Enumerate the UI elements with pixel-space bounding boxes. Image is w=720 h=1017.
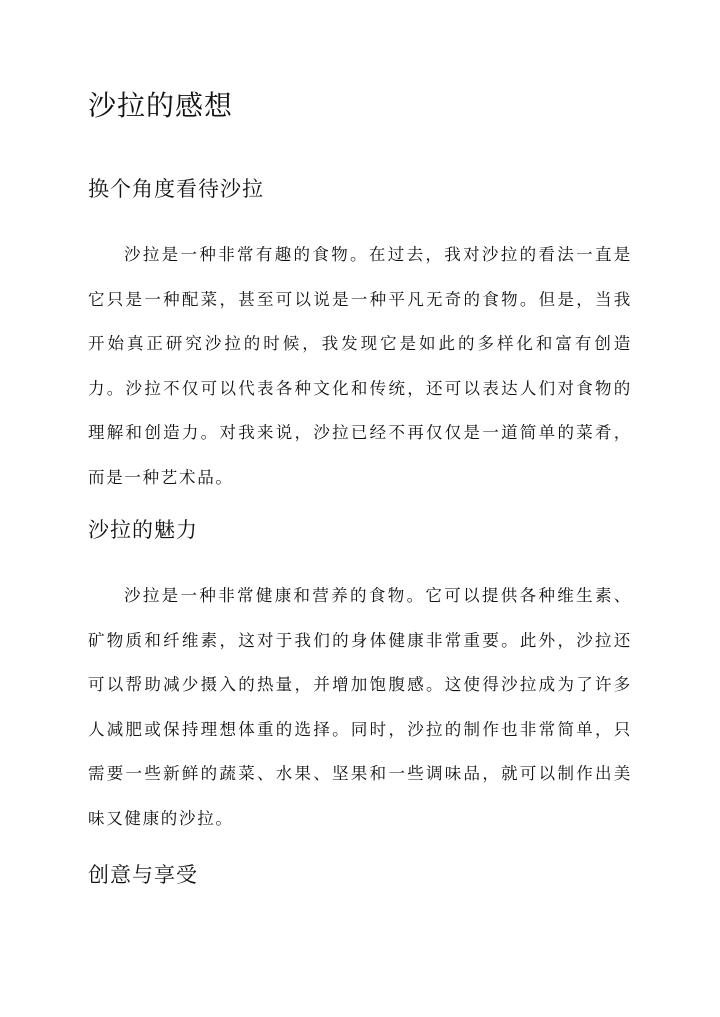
section-paragraph-perspective: 沙拉是一种非常有趣的食物。在过去，我对沙拉的看法一直是它只是一种配菜，甚至可以说是一种平凡无奇的食物。但是，当我开始真正研究沙拉的时候，我发现它是如此的多样化和富有创造力。沙拉不仅可以代表各种文化和传统，还可以表达人们对食物的理解和创造力。对我来说，沙拉已经不再仅仅是一道简单的菜肴，而是一种艺术品。 — [88, 245, 632, 487]
section-heading-creativity: 创意与享受 — [88, 863, 198, 887]
section-paragraph-charm: 沙拉是一种非常健康和营养的食物。它可以提供各种维生素、矿物质和纤维素，这对于我们的身体健康非常重要。此外，沙拉还可以帮助减少摄入的热量，并增加饱腹感。这使得沙拉成为了许多人减肥或保持理想体重的选择。同时，沙拉的制作也非常简单，只需要一些新鲜的蔬菜、水果、坚果和一些调味品，就可以制作出美味又健康的沙拉。 — [88, 586, 632, 828]
section-heading-charm: 沙拉的魅力 — [88, 518, 198, 542]
section-heading-perspective: 换个角度看待沙拉 — [88, 177, 264, 201]
document-title: 沙拉的感想 — [88, 89, 234, 122]
